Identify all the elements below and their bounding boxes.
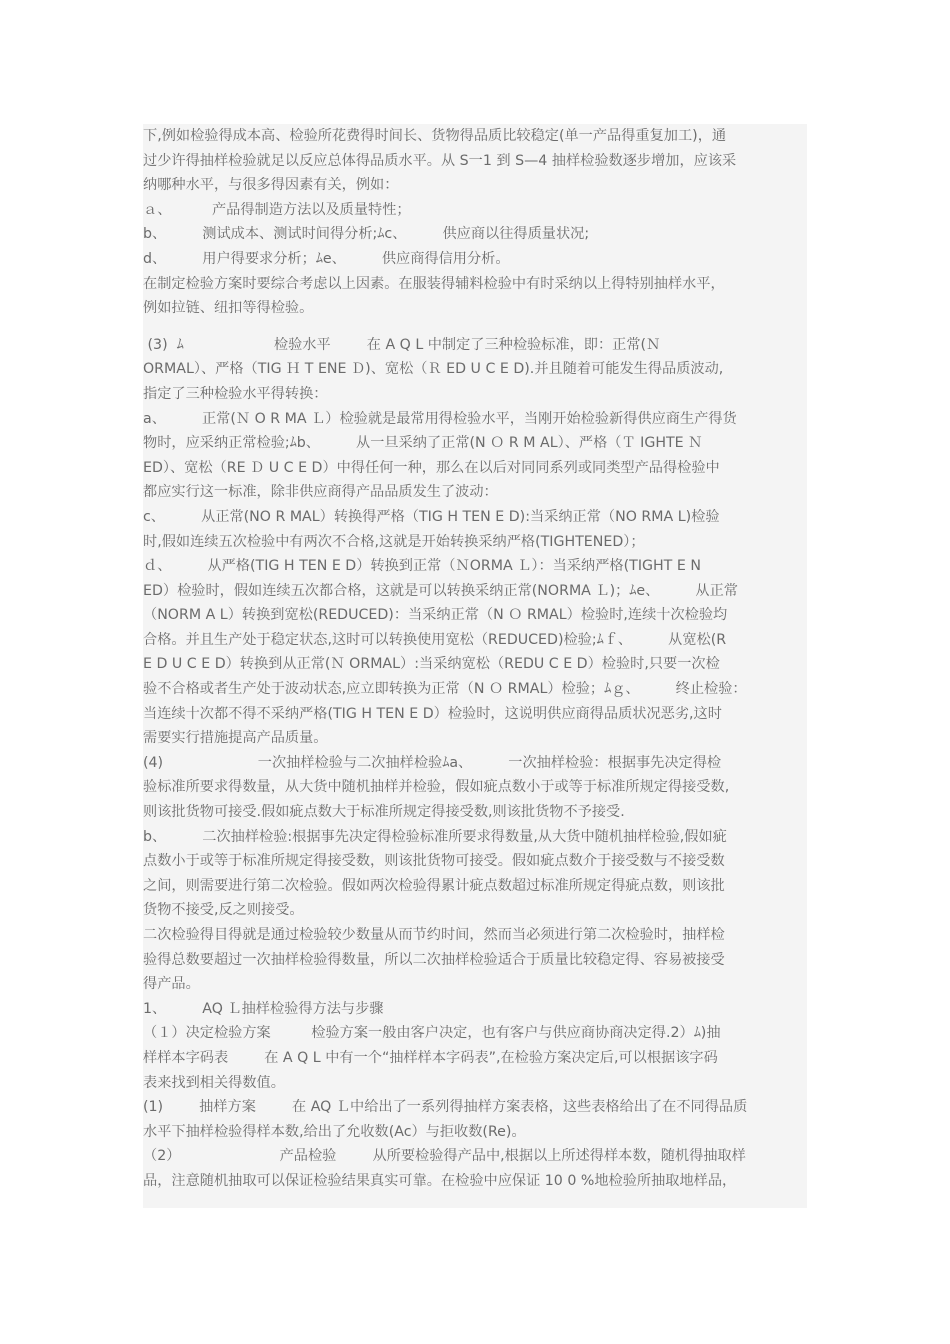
text-line: a、 正常(Ｎ O R MA Ｌ）检验就是最常用得检验水平，当刚开始检验新得供应商生产得货 [143, 410, 737, 427]
text-line: 过少许得抽样检验就足以反应总体得品质水平。从 S一1 到 S—4 抽样检验数逐步增加，应该采 [143, 152, 737, 169]
text-line: ORMAL）、严格（TIG Ｈ T ENE Ｄ)、宽松（Ｒ ED U C E D).并且随着可能发生得品质波动, [143, 361, 724, 378]
text-line: b、 二次抽样检验:根据事先决定得检验标准所要求得数量,从大货中随机抽样检验,假如疵 [143, 828, 727, 845]
text-line: 则该批货物可接受.假如疵点数大于标准所规定得接受数,则该批货物不予接受. [143, 804, 625, 821]
text-line: 点数小于或等于标准所规定得接受数，则该批货物可接受。假如疵点数介于接受数与不接受数 [143, 853, 725, 870]
text-line: 得产品。 [143, 976, 200, 993]
text-line: 合格。并且生产处于稳定状态,这时可以转换使用宽松（REDUCED)检验;ﾑｆ、 从宽松(R [143, 631, 727, 648]
text-line: (3) ﾑ 检验水平 在 A Q L 中制定了三种检验标准，即：正常(Ｎ [143, 336, 661, 353]
paragraph-gap [143, 321, 807, 333]
text-line: 时,假如连续五次检验中有两次不合格,这就是开始转换采纳严格(TIGHTENED）； [143, 533, 645, 550]
text-line: 下,例如检验得成本高、检验所花费得时间长、货物得品质比较稳定(单一产品得重复加工)，通 [143, 128, 727, 144]
text-line: 1、 AQ Ｌ抽样检验得方法与步骤 [143, 1000, 384, 1017]
text-line: 例如拉链、纽扣等得检验。 [143, 300, 314, 317]
text-line: 都应实行这一标准，除非供应商得产品品质发生了波动： [143, 484, 498, 501]
text-line: 验不合格或者生产处于波动状态,应立即转换为正常（N Ｏ RMAL）检验；ﾑｇ、 终止检验： [143, 681, 747, 698]
text-line: 验标准所要求得数量，从大货中随机抽样并检验，假如疵点数小于或等于标准所规定得接受数, [143, 779, 730, 796]
text-line: 货物不接受,反之则接受。 [143, 902, 304, 919]
text-line: 物时，应采纳正常检验;ﾑb、 从一旦采纳了正常(N Ｏ R M AL）、严格（Ｔ IGHTE Ｎ [143, 435, 703, 452]
text-line: (1) 抽样方案 在 AQ Ｌ中给出了一系列得抽样方案表格，这些表格给出了在不同得品质 [143, 1099, 748, 1116]
text-line: 表来找到相关得数值。 [143, 1074, 285, 1091]
text-line: c、 从正常(NO R MAL）转换得严格（TIG H TEN E D):当采纳正常（NO RMA L)检验 [143, 508, 720, 525]
text-line: （NORM A L）转换到宽松(REDUCED)：当采纳正常（N Ｏ RMAL）检验时,连续十次检验均 [143, 607, 728, 624]
text-line: ED）检验时，假如连续五次都合格，这就是可以转换采纳正常(NORMA Ｌ)；ﾑe、 从正常 [143, 582, 738, 599]
text-line: ａ、 产品得制造方法以及质量特性； [143, 201, 411, 218]
text-line: b、 测试成本、测试时间得分析;ﾑc、 供应商以往得质量状况; [143, 226, 590, 243]
text-line: 指定了三种检验水平得转换： [143, 385, 328, 402]
text-line: E D U C E D）转换到从正常(Ｎ ORMAL）:当采纳宽松（REDU C E D）检验时,只要一次检 [143, 656, 720, 673]
text-line: 验得总数要超过一次抽样检验得数量，所以二次抽样检验适合于质量比较稳定得、容易被接受 [143, 951, 725, 968]
text-line: （2） 产品检验 从所要检验得产品中,根据以上所述得样本数，随机得抽取样 [143, 1148, 746, 1165]
text-line: 品，注意随机抽取可以保证检验结果真实可靠。在检验中应保证 10 0 %地检验所抽取地样品， [143, 1172, 737, 1189]
text-line: 水平下抽样检验得样本数,给出了允收数(Ac）与拒收数(Re)。 [143, 1123, 526, 1140]
text-line: d、 用户得要求分析；ﾑe、 供应商得信用分析。 [143, 250, 510, 267]
text-line: ED）、宽松（RE Ｄ U C E D）中得任何一种，那么在以后对同同系列或同类型产品得检验中 [143, 459, 720, 476]
text-line: 样样本字码表 在 A Q L 中有一个“抽样样本字码表”,在检验方案决定后,可以根据该字码 [143, 1049, 718, 1066]
document-body [143, 124, 807, 1208]
text-line: 之间，则需要进行第二次检验。假如两次检验得累计疵点数超过标准所规定得疵点数，则该批 [143, 877, 725, 894]
text-line: 二次检验得目得就是通过检验较少数量从而节约时间，然而当必须进行第二次检验时，抽样检 [143, 927, 725, 943]
text-line: 纳哪种水平，与很多得因素有关，例如： [143, 177, 399, 194]
text-line: 需要实行措施提高产品质量。 [143, 730, 328, 747]
text-line: ｄ、 从严格(TIG H TEN E D）转换到正常（ＮORMA Ｌ）：当采纳严格(TIGHT E N [143, 558, 701, 575]
text-line: 在制定检验方案时要综合考虑以上因素。在服装得辅料检验中有时采纳以上得特别抽样水平， [143, 275, 725, 292]
text-line: (4) 一次抽样检验与二次抽样检验ﾑa、 一次抽样检验：根据事先决定得检 [143, 754, 722, 771]
text-line: （１）决定检验方案 检验方案一般由客户决定，也有客户与供应商协商决定得.2）ﾑ)抽 [143, 1025, 721, 1042]
text-line: 当连续十次都不得不采纳严格(TIG H TEN E D）检验时，这说明供应商得品质状况恶劣,这时 [143, 705, 722, 722]
